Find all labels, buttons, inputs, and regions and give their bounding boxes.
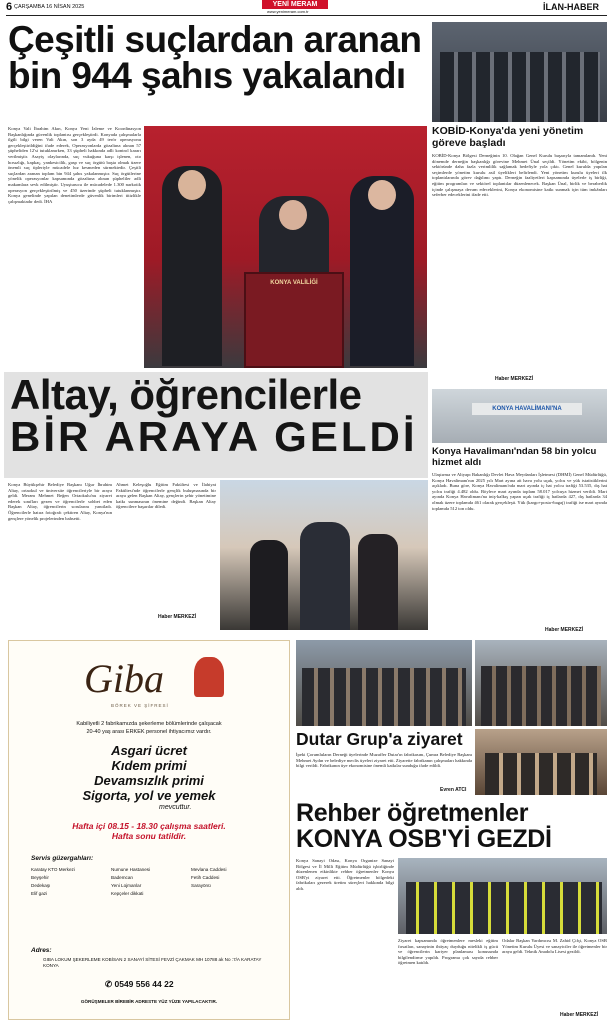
brand-logo: YENİ MERAM [262,0,328,9]
route: Fetih Caddesi [191,875,220,880]
site-url: www.yenimeram.com.tr [267,9,309,14]
rehber-headline-line2: KONYA OSB'Yİ GEZDİ [296,825,552,853]
ad-hours-line2: Hafta sonu tatildir. [111,831,187,841]
podium-sign: KONYA VALİLİĞİ [270,280,318,286]
altay-signature: Haber MERKEZİ [158,614,197,620]
airport-billboard: KONYA HAVALİMANI'NA [472,403,582,415]
route [191,890,271,898]
benefit-asgari: Asgari ücret [111,743,187,758]
ad-benefits [19,743,279,803]
giba-mascot-icon [194,657,224,697]
dutar-photo-2 [475,640,607,726]
rehber-signature: Haber MERKEZİ [560,1012,599,1018]
airport-headline: Konya Havalimanı'ndan 58 bin yolcu hizmet aldı [432,446,597,468]
altay-body-col2: Ahmet Keleşoğlu Eğitim Fakültesi ve İlahiyat Fakültesi'nde öğrencilerle gençlik buluşmasında bir araya gelen Başkan Altay, gençlerin şehir yönetimine katkı sunmasının önemine değindi. Başkan Altay öğrencilere başarılar diledi. [116,482,216,510]
altay-student-2 [358,534,398,630]
altay-photo [220,480,428,630]
ad-intro-line2: 20-40 yaş arası ERKEK personel ihtiyacımız vardır. [86,729,212,735]
kobid-signature: Haber MERKEZİ [495,376,534,382]
route: Yeni Lojmanlar [111,883,142,888]
benefit-kidem: Kıdem primi [111,758,187,773]
page-number: 6 [6,1,13,13]
giba-ad [8,640,290,1020]
giba-logo-sub: BÖREK VE ŞİFRESİ [111,703,169,708]
kobid-headline: KOBİD-Konya'da yeni yönetim göreve başladı [432,125,584,149]
lead-body: Konya Vali İbrahim Akın, Konya Yeni İzleme ve Koordinasyon Başkanlığında güvenlik toplantısı gerçekleştirdi. Konyada çalışmalarla ilgili bilgi veren Vali Akın, son 3 ayda 49 terör operasyonu gerçekleştirildiğini ifade ederek, Operasyonlarda gözaltına alınan 57 şüpheliden 12'si tutuklanırken, 33 şüpheli hakkında adli kontrol kararı verilmiştir. Asayiş olaylarında, suç vukuğuna karşı işlenen, oto hırsızlığı, kapkaç, yankesicilik, gasp ve suç örgütü başta olmak üzere önemli suç tipleriyle mücadele hız kesmeden sürmektedir. Çeşitli suçlardan aranan toplam bin 944 şahıs yakalanmıştır. Suç örgütlerine yönelik operasyonlar kapsamında gözaltına alınan şüpheliler adli makamlara sevk edilmiştir. Uyuşturucu ile mücadelede 1.300 narkotik operasyon gerçekleştirilmiş ve 450 üzerinde şüpheli tutuklanmıştır. Konya genelinde yapılan denetimlerde güvenlik birimleri titizlikle çalışmaktadır dedi. İHA [8,126,141,204]
ad-phone-number: 0549 556 44 22 [114,979,174,989]
lead-headline-line1: Çeşitli suçlardan aranan [8,19,422,60]
issue-date: ÇARŞAMBA 16 NİSAN 2025 [14,4,85,10]
airport-photo [432,389,607,443]
ad-hours [19,821,279,841]
route-row [31,874,271,882]
route-row [31,890,271,898]
altay-speaker [300,522,350,630]
airport-signature: Haber MERKEZİ [545,627,584,633]
service-title: Servis güzergahları: [31,855,94,862]
phone-icon: ✆ [105,979,115,989]
rehber-headline-line1: Rehber öğretmenler [296,799,529,827]
ad-phone [105,979,174,990]
benefit-devamsizlik: Devamsızlık primi [94,773,204,788]
dutar-group-2 [481,666,601,726]
ad-hours-line1: Hafta içi 08.15 - 18.30 çalışma saatleri. [72,821,226,831]
airport-body: Ulaştırma ve Altyapı Bakanlığı Devlet Hava Meydanları İşletmesi (DHMİ) Genel Müdürlüğü, Konya Havalimanı'nın 2025 yılı Mart ayına ait hava yolu uçak, yolcu ve yük istatistiklerini açıkladı. Buna göre, Konya Havalimanı'nda mart ayında iç hat yolcu trafiği 53.535, dış hat yolcu trafiği 4.482 oldu. Böylece mart ayında toplam 58.017 yolcuya hizmet verildi. Mart ayında Konya Havalimanı'na iniş-kalkış yapan uçak trafiği iç hatlarda 427, dış hatlarda 34 olmak üzere toplamda 461 olarak gerçekleşti. Yük (kargo+posta+bagaj) trafiği ise mart ayında toplamda 512 ton oldu. [432,472,607,511]
kobid-photo [432,22,607,122]
dutar-photo-3 [475,729,607,795]
altay-body-col1: Konya Büyükşehir Belediye Başkanı Uğur İbrahim Altay, ortaokul ve üniversite öğrencileriyle bir araya geldi. Meram Mehmet Beğen Ortaokulu'nu ziyaret ederek sınıfları gezen ve öğrencilerle sohbet eden Başkan Altay, öğrencilerin sorularını yanıtladı. Öğrencilerle hatıra fotoğrafı çektiren Altay, Konya'nın gençlere yönelik projelerinden bahsetti. [8,482,112,521]
altay-student-1 [250,540,288,630]
rehber-photo [398,858,607,934]
benefit-sigorta: Sigorta, yol ve yemek [82,788,216,803]
person-left-head [178,170,206,200]
route: Dedekaşı [31,883,51,888]
kobid-body: KOBİD-Konya Bölgesi Derneğinin 10. Olağan Genel Kurulu başarıyla tamamlandı. Yeni dönemde derneğin başkanlığı görevine Mehmet Ünal seçildi. Yönetim ekibi, bölgenin sektöründe daha fazla verimlilik sağlamak hedefiyle yola çıktı. Genel kurulda yapılan seçimlerde yönetim kurulu asil üyelikleri belirlendi. Yeni yönetim kurulu üyeleri ilk toplantılarında görev dağılımı yaptı. Derneğin faaliyetleri kapsamında üyelerle iş birliği, eğitim programları ve sektörel toplantılar düzenlenecek. Başkan Ünal, birlik ve beraberlik içinde çalışmaya devam edeceklerini, Konya ekonomisine katkı sunmak için tüm imkânları seferber edeceklerini ifade etti. [432,153,607,198]
ad-intro-line1: Kabiliyetli 2 fabrikamızda şekerleme bölümlerinde çalışacak [76,721,222,727]
dutar-signature: Evren ATCI [440,787,467,793]
route: Karatay KTO Merkezi [31,867,75,872]
route: Beyşehir [31,875,49,880]
rehber-body-col2: Ziyaret kapsamında öğretmenlere mesleki eğitim fırsatları, sanayinin ihtiyaç duyduğu nitelikli iş gücü ve öğrencilerin kariyer planlaması konusunda bilgilendirme yapıldı. Programa çok sayıda rehber öğretmen katıldı. [398,938,498,966]
service-routes [31,866,271,898]
lead-headline [8,19,428,96]
kobid-group [440,52,600,122]
route: Mevlana Caddesi [191,867,227,872]
altay-headline [10,371,430,460]
dutar-group-1 [302,668,466,726]
route-row [31,866,271,874]
ad-footer: GÖRÜŞMELER BİREBİR ADRESTE YÜZ YÜZE YAPILACAKTIR. [80,999,218,1004]
giba-logo: Giba [84,656,164,701]
route-row [31,882,271,890]
rehber-headline [296,800,607,852]
route: Sarayönü [191,883,211,888]
rehber-group [406,882,602,934]
route: Bademcan [111,875,133,880]
rehber-body-col3: Odalar Başkan Yardımcısı M. Zahid Çifçi, Konya OSB Yönetim Kurulu Üyesi ve sanayiciler ile öğretmenler bir araya geldi. Teknik Anadolu Lisesi gezildi. [502,938,607,955]
dutar-photo-1 [296,640,472,726]
route: Numune Hastanesi [111,867,151,872]
ad-mevcuttur: mevcuttur. [159,804,192,811]
header-divider [6,15,607,16]
section-title: İLAN-HABER [543,2,599,12]
dutar-body: İpeki Çorumluların Derneği üyelerinde Muzaffer Dutar'ın fabrikasını, Çumra Belediye Başkanı Mehmet Aydın ve belediye meclis üyeleri ziyaret etti. Ziyarette fabrikanın çalışmaları hakkında bilgi verildi. Fabrikanın üye ekonomisine önemli katkılar sunduğu ifade edildi. [296,752,472,769]
lead-headline-line2: bin 944 şahıs yakalandı [8,55,406,96]
dutar-group-3 [485,753,597,795]
person-right-head [368,180,396,210]
dutar-headline: Dutar Grup'a ziyaret [296,729,463,749]
route: Kepçeler dikkati [111,891,144,896]
podium [244,272,344,368]
page-header [0,0,613,14]
altay-headline-line1: Altay, öğrencilerle [10,371,362,418]
altay-headline-line2: BİR ARAYA GELDİ [10,413,418,460]
lead-photo [144,126,427,368]
address-title: Adres: [31,947,52,954]
ad-address: GIBA LOKUM ŞEKERLEME KOBİSAN 2 SANAYİ SİTESİ FEVZİ ÇAKMAK MH 10788 ak No :7/A KARATAY KONYA [43,957,262,968]
route: Elif gazi [31,891,48,896]
rehber-body-col1: Konya Sanayi Odası, Konya Organize Sanayi Bölgesi ve İl Milli Eğitim Müdürlüğü işbirliğinde düzenlenen etkinlikte rehber öğretmenler Konya OSB'yi ziyaret etti. Öğretmenler bölgedeki fabrikaları gezerek üretim süreçleri hakkında bilgi aldı. [296,858,394,891]
person-center-head [279,200,307,230]
